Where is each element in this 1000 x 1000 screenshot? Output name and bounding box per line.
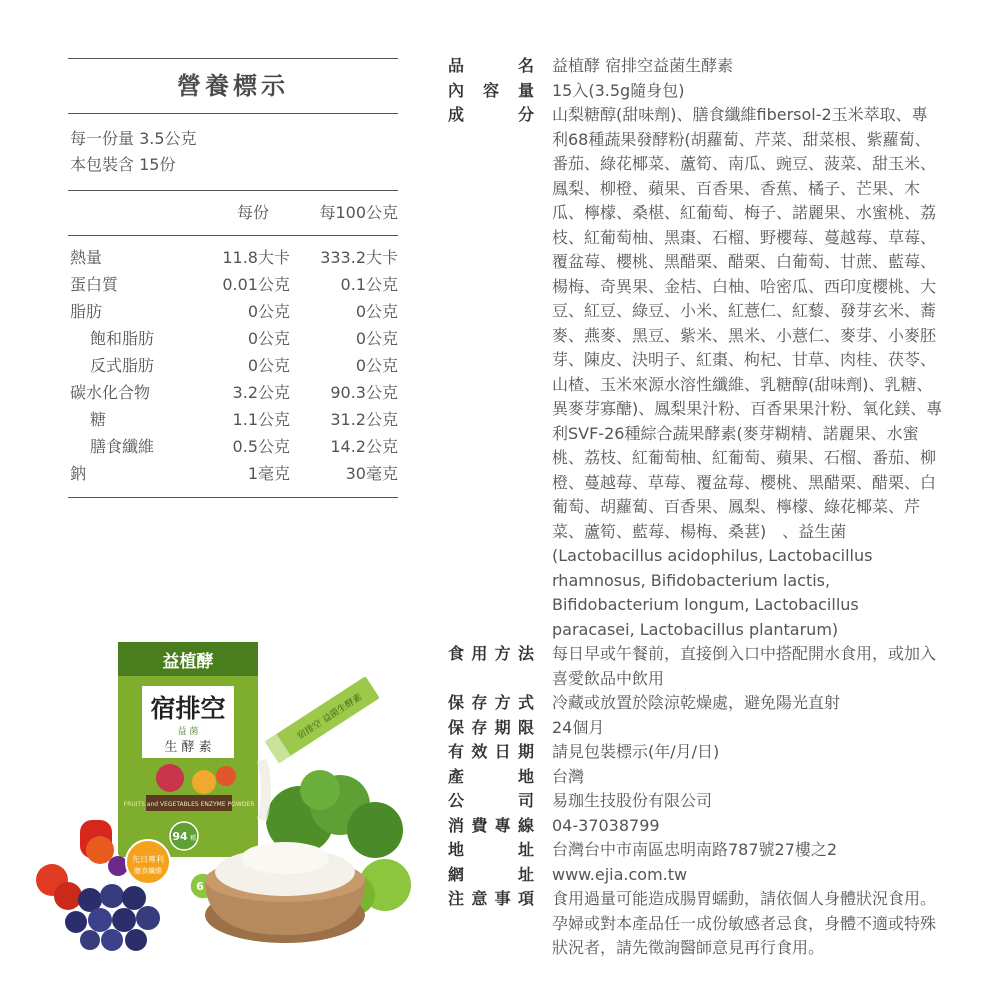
box-sub-2: 生 酵 素: [164, 740, 212, 755]
product-info-list: [448, 54, 943, 961]
info-row: [448, 887, 943, 961]
info-row: [448, 863, 943, 888]
info-value: [534, 887, 943, 961]
nutrient-label: 脂肪: [70, 302, 103, 321]
nutrient-per-100g: 14.2公克: [330, 437, 398, 456]
info-value: [534, 863, 943, 888]
nutrient-per-serving: 0公克: [247, 356, 290, 375]
info-label: 網 址: [448, 864, 534, 884]
info-value-text: 15入(3.5g隨身包): [552, 80, 685, 100]
nutrient-row: [68, 379, 398, 406]
nutrient-label: 糖: [90, 410, 107, 429]
info-value-text: 04-37038799: [552, 815, 660, 835]
info-value: [534, 103, 943, 642]
info-label: 品 名: [448, 56, 534, 75]
info-value-text: 冷藏或放置於陰涼乾燥處，避免陽光直射: [552, 693, 841, 712]
badge-patent: [126, 840, 170, 884]
info-label: 內 容 量: [448, 80, 534, 100]
info-value: [534, 740, 943, 765]
stick-label: 宿排空 益菌生酵素: [295, 692, 365, 742]
nutrient-per-100g: 333.2大卡: [320, 248, 398, 267]
info-value-latin: (Lactobacillus acidophilus, Lactobacillus rhamnosus, Bifidobacterium lactis, Bifidobacterium longum, Lactobacillus paracasei, Lactobacillus plantarum): [552, 546, 873, 639]
info-value: [534, 79, 943, 104]
nutrient-per-serving: 3.2公克: [232, 383, 290, 402]
info-value-text: 易珈生技股份有限公司: [552, 791, 713, 810]
product-box: [118, 642, 258, 857]
info-label: 地 址: [448, 840, 534, 859]
badge-6-num: 6: [196, 880, 204, 893]
col-per-serving: 每份: [236, 203, 269, 222]
info-value-text: 台灣台中市南區忠明南路787號27樓之2: [552, 840, 838, 859]
info-label: 公 司: [448, 791, 534, 810]
nutrient-per-100g: 0公克: [355, 356, 398, 375]
nutrient-label: 熱量: [70, 248, 103, 267]
info-value-text: 台灣: [552, 766, 585, 786]
info-value-text: www.ejia.com.tw: [552, 864, 688, 884]
powder-stream: [262, 760, 266, 820]
nutrient-label: 反式脂肪: [90, 356, 155, 375]
nutrient-label: 飽和脂肪: [90, 329, 155, 348]
box-banner: FRUITS and VEGETABLES ENZYME POWDER: [123, 801, 255, 808]
nutrient-row: [68, 271, 398, 298]
info-value-text: 食用過量可能造成腸胃蠕動，請依個人身體狀況食用。孕婦或對本產品任一成份敏感者忌食，身體不適或特殊狀況者，請先徵詢醫師意見再行食用。: [552, 889, 937, 957]
info-value-text: 請見包裝標示(年/月/日): [552, 742, 720, 761]
nutrient-per-serving: 0公克: [247, 329, 290, 348]
info-label: 保 存 期 限: [448, 717, 534, 737]
badge-94-unit: 種: [189, 835, 197, 842]
box-product-name: 宿排空: [150, 694, 226, 723]
servings-per-pack: 本包裝含 15份: [70, 155, 176, 174]
nutrient-label: 碳水化合物: [70, 383, 151, 402]
nutrient-per-serving: 1.1公克: [232, 410, 290, 429]
info-label: 有 效 日 期: [448, 742, 534, 761]
nutrient-per-serving: 0.01公克: [222, 275, 290, 294]
column-headers: [68, 191, 398, 235]
nutrient-label: 鈉: [70, 464, 87, 483]
powder-bowl: [205, 842, 365, 943]
info-value: [534, 716, 943, 741]
nutrient-per-serving: 0.5公克: [232, 437, 290, 456]
nutrient-per-100g: 30毫克: [345, 464, 398, 483]
nutrient-per-serving: 11.8大卡: [222, 248, 290, 267]
nutrient-row: [68, 298, 398, 325]
nutrient-per-serving: 0公克: [247, 302, 290, 321]
serving-size: 每一份量 3.5公克: [70, 129, 197, 148]
nutrient-row: [68, 433, 398, 460]
info-label: 注 意 事 項: [448, 889, 534, 908]
info-value-text: 24個月: [552, 717, 605, 737]
product-illustration: [0, 620, 440, 1000]
info-row: [448, 642, 943, 691]
nutrient-row: [68, 460, 398, 487]
nutrient-row: [68, 244, 398, 271]
info-row: [448, 740, 943, 765]
info-label: 消 費 專 線: [448, 815, 534, 835]
nutrition-facts-panel: [68, 58, 398, 498]
col-per-100g: 每100公克: [319, 203, 398, 222]
info-value: [534, 789, 943, 814]
badge-patent-text: 先日專利: [132, 855, 164, 864]
nutrient-row: [68, 325, 398, 352]
info-value: [534, 814, 943, 839]
info-row: [448, 691, 943, 716]
nutrient-row: [68, 352, 398, 379]
info-row: [448, 79, 943, 104]
nutrition-title: 營養標示: [177, 72, 289, 100]
info-label: 產 地: [448, 766, 534, 786]
badge-patent-sub: 膳食纖維: [134, 867, 162, 875]
bottom-rule: [68, 497, 398, 498]
info-value-text: 益植酵 宿排空益菌生酵素: [552, 56, 734, 75]
nutrient-per-100g: 0公克: [355, 302, 398, 321]
nutrient-per-100g: 90.3公克: [330, 383, 398, 402]
info-row: [448, 103, 943, 642]
badge-94: 94: [172, 830, 188, 843]
nutrient-per-100g: 0.1公克: [340, 275, 398, 294]
info-row: [448, 789, 943, 814]
info-value: [534, 642, 943, 691]
nutrient-label: 膳食纖維: [90, 437, 155, 456]
nutrient-label: 蛋白質: [70, 275, 119, 294]
info-label: 保 存 方 式: [448, 693, 534, 712]
serving-info: [68, 114, 398, 190]
nutrient-per-100g: 0公克: [355, 329, 398, 348]
box-brand: 益植酵: [162, 652, 214, 672]
info-value: [534, 838, 943, 863]
stick-pack: [265, 676, 380, 763]
info-label: 成 分: [448, 105, 534, 124]
nutrient-rows: [68, 236, 398, 497]
info-label: 食 用 方 法: [448, 644, 534, 663]
nutrient-per-100g: 31.2公克: [330, 410, 398, 429]
box-sub-1: 益 菌: [177, 727, 199, 737]
nutrient-per-serving: 1毫克: [247, 464, 290, 483]
info-value-text: 山梨糖醇(甜味劑)、膳食纖維fibersol-2玉米萃取、專利68種蔬果發酵粉(胡蘿蔔、芹菜、甜菜根、紫蘿蔔、番茄、綠花椰菜、蘆筍、南瓜、豌豆、菠菜、甜玉米、鳳梨、柳橙、蘋果、百香果、香蕉、橘子、芒果、木瓜、檸檬、桑椹、紅葡萄、梅子、諾麗果、水蜜桃、荔枝、紅葡萄柚、黑棗、石榴、野櫻莓、蔓越莓、草莓、覆盆莓、櫻桃、黑醋栗、醋栗、白葡萄、甘蔗、藍莓、楊梅、奇異果、金桔、白柚、哈密瓜、西印度櫻桃、大豆、紅豆、綠豆、小米、紅薏仁、紅藜、發芽玄米、蕎麥、燕麥、黑豆、紫米、黑米、小薏仁、麥芽、小麥胚芽、陳皮、決明子、紅棗、枸杞、甘草、肉桂、茯苓、山楂、玉米來源水溶性纖維、乳糖醇(甜味劑)、乳糖、異麥芽寡醣)、鳳梨果汁粉、百香果果汁粉、氧化鎂、專利SVF-26種綜合蔬果酵素(麥芽糊精、諾麗果、水蜜桃、荔枝、紅葡萄柚、紅葡萄、蘋果、石榴、番茄、柳橙、蔓越莓、草莓、覆盆莓、櫻桃、黑醋栗、醋栗、白葡萄、胡蘿蔔、百香果、鳳梨、檸檬、綠花椰菜、芹菜、蘆筍、藍莓、楊梅、桑葚) 、益生菌: [552, 105, 943, 541]
info-value: [534, 691, 943, 716]
info-value: [534, 54, 943, 79]
info-row: [448, 716, 943, 741]
info-row: [448, 54, 943, 79]
info-row: [448, 765, 943, 790]
info-row: [448, 838, 943, 863]
info-value-text: 每日早或午餐前，直接倒入口中搭配開水食用，或加入喜愛飲品中飲用: [552, 644, 937, 688]
nutrient-row: [68, 406, 398, 433]
info-value: [534, 765, 943, 790]
info-row: [448, 814, 943, 839]
